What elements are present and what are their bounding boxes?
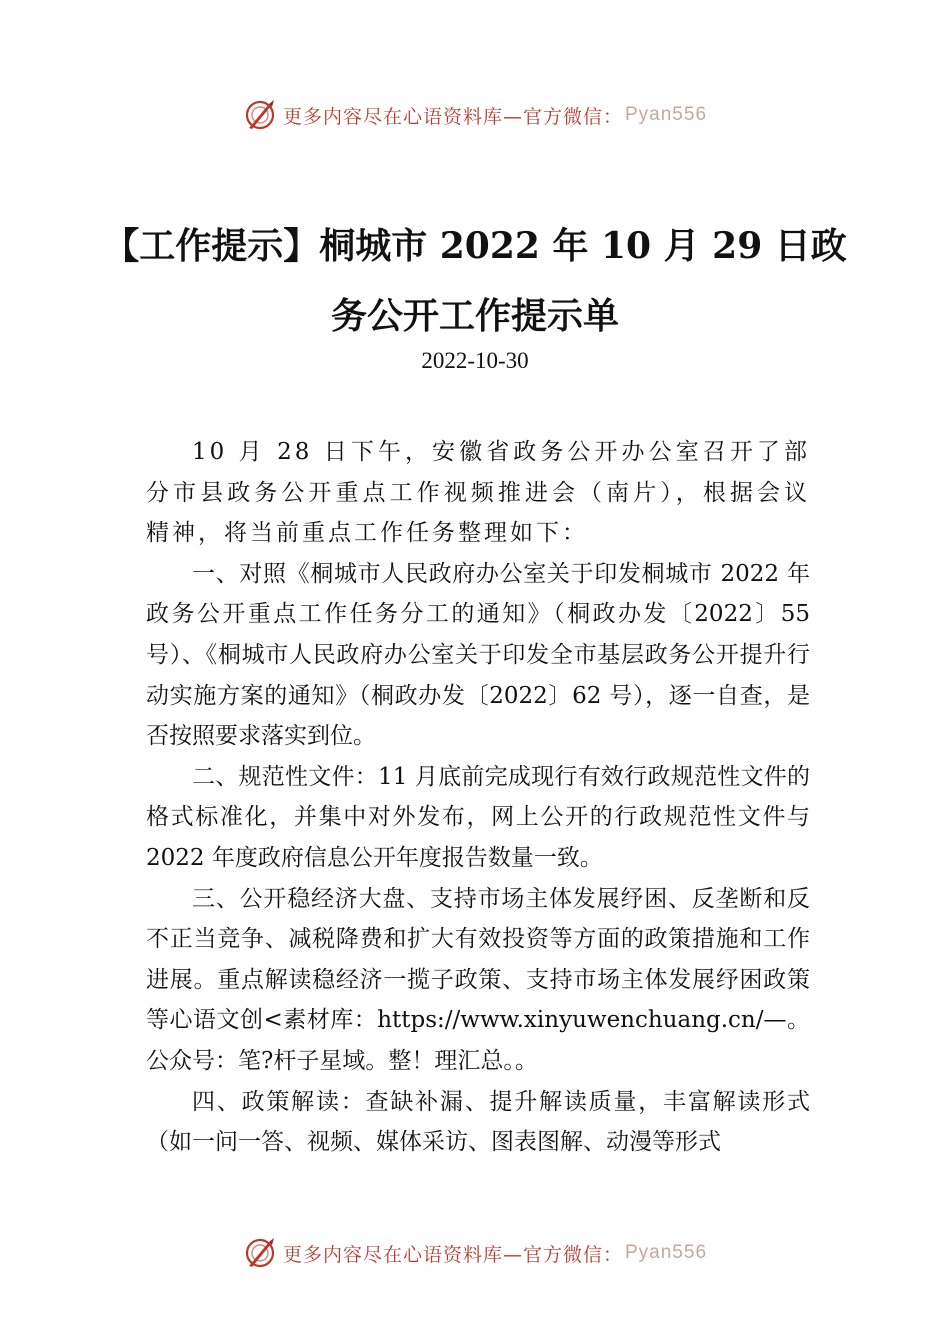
watermark-text: 更多内容尽在心语资料库—官方微信： [282,105,623,128]
watermark-wechat-id: Pyan556 [625,104,708,125]
document-body [146,432,810,1163]
document-title-line-2: 务公开工作提示单 [330,295,619,337]
paragraph-item-2: 二、规范性文件：11 月底前完成现行有效行政规范性文件的格式标准化，并集中对外发布，网上公开的行政规范性文件与 2022 年度政府信息公开年度报告数量一致。 [146,763,810,871]
watermark-header [0,95,950,135]
watermark-wechat-id: Pyan556 [625,1242,708,1263]
document-date: 2022-10-30 [421,348,529,373]
quill-seal-icon [243,98,277,132]
paragraph-item-4: 四、政策解读：查缺补漏、提升解读质量，丰富解读形式（如一问一答、视频、媒体采访、图表图解、动漫等形式 [146,1088,810,1156]
quill-seal-icon [243,1236,277,1270]
paragraph-item-3: 三、公开稳经济大盘、支持市场主体发展纾困、反垄断和反不正当竞争、减税降费和扩大有效投资等方面的政策措施和工作进展。重点解读稳经济一揽子政策、支持市场主体发展纾困政策等心语文创<素材库：https://www.xinyuwenchuang.cn/—。公众号：笔?杆子星域。整！理汇总。。 [146,885,810,1074]
paragraph-intro: 10 月 28 日下午，安徽省政务公开办公室召开了部分市县政务公开重点工作视频推进会（南片），根据会议精神，将当前重点工作任务整理如下： [146,439,810,547]
watermark-footer [0,1233,950,1273]
watermark-text: 更多内容尽在心语资料库—官方微信： [282,1243,623,1266]
document-title-line-1: 【工作提示】桐城市 2022 年 10 月 29 日政 [103,225,847,267]
paragraph-item-1: 一、对照《桐城市人民政府办公室关于印发桐城市 2022 年政务公开重点工作任务分工的通知》（桐政办发〔2022〕55 号）、《桐城市人民政府办公室关于印发全市基层政务公开提升行动实施方案的通知》（桐政办发〔2022〕62 号），逐一自查，是否按照要求落实到位。 [146,560,810,750]
